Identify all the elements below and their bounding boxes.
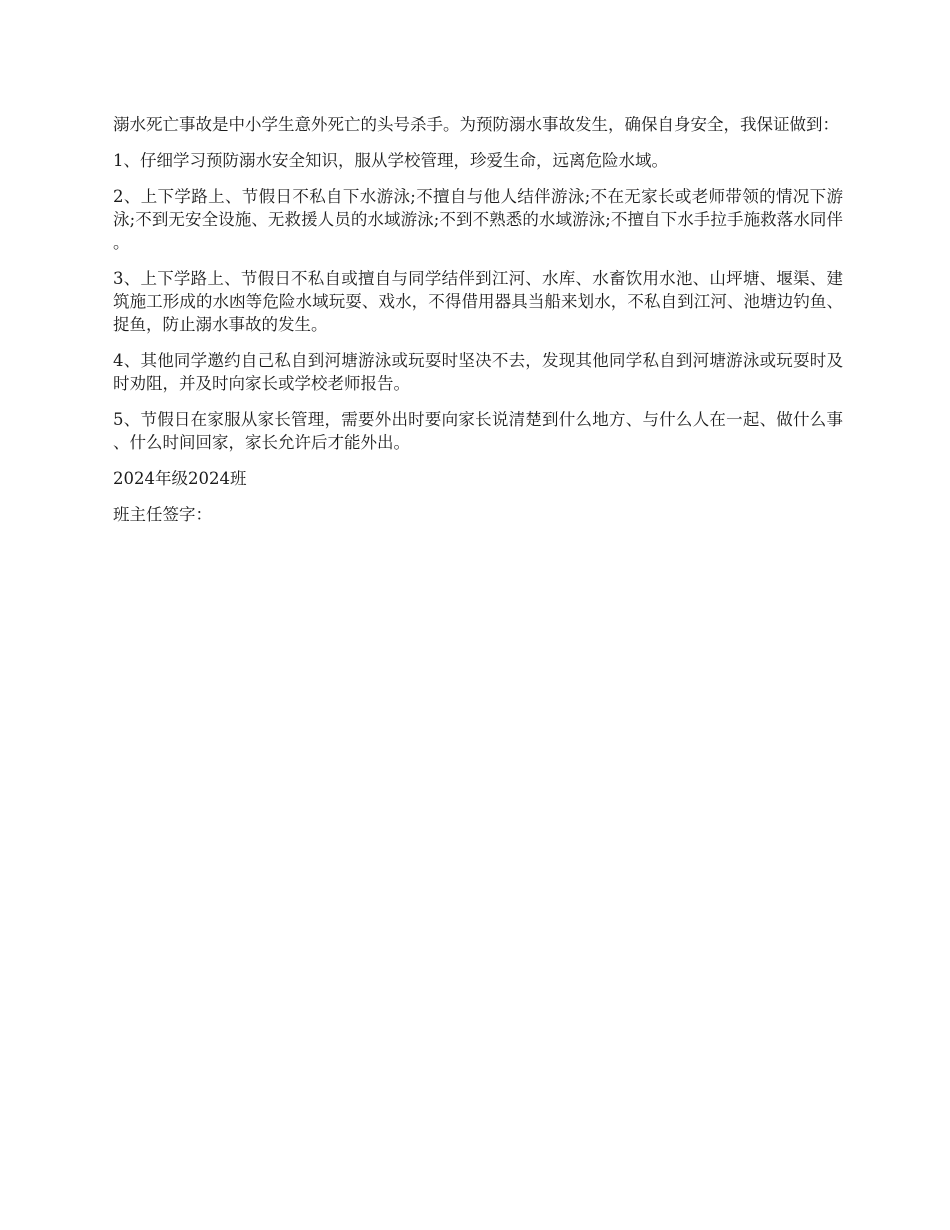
pledge-item-3: 3、上下学路上、节假日不私自或擅自与同学结伴到江河、水库、水畜饮用水池、山坪塘、堰渠、建筑施工形成的水凼等危险水域玩耍、戏水，不得借用器具当船来划水，不私自到江河、池塘边钓鱼、捉鱼，防止溺水事故的发生。 <box>113 269 843 334</box>
intro-paragraph: 溺水死亡事故是中小学生意外死亡的头号杀手。为预防溺水事故发生，确保自身安全，我保证做到： <box>113 115 839 134</box>
document-body <box>113 113 843 539</box>
signature-label: 班主任签字： <box>113 505 212 524</box>
pledge-item-5: 5、节假日在家服从家长管理，需要外出时要向家长说清楚到什么地方、与什么人在一起、做什么事、什么时间回家，家长允许后才能外出。 <box>113 410 843 452</box>
pledge-item-2: 2、上下学路上、节假日不私自下水游泳;不擅自与他人结伴游泳;不在无家长或老师带领的情况下游泳;不到无安全设施、无救援人员的水域游泳;不到不熟悉的水域游泳;不擅自下水手拉手施救落水同伴。 <box>113 187 843 252</box>
pledge-item-4: 4、其他同学邀约自己私自到河塘游泳或玩耍时坚决不去，发现其他同学私自到河塘游泳或玩耍时及时劝阻，并及时向家长或学校老师报告。 <box>113 351 843 393</box>
class-line: 2024年级2024班 <box>113 469 247 488</box>
pledge-item-1: 1、仔细学习预防溺水安全知识，服从学校管理，珍爱生命，远离危险水域。 <box>113 151 668 170</box>
